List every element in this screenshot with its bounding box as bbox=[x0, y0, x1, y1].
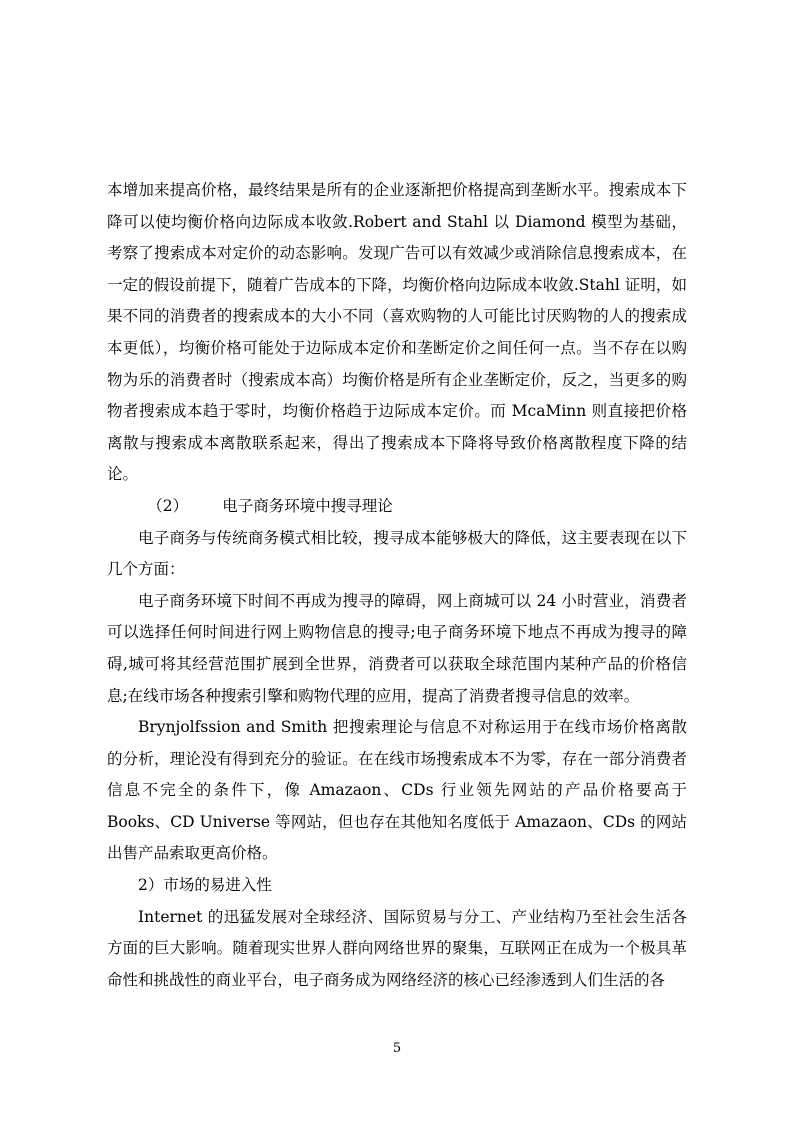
heading-text: 市场的易进入性 bbox=[163, 876, 272, 895]
paragraph: 电子商务环境下时间不再成为搜寻的障碍，网上商城可以 24 小时营业，消费者可以选择任何时间进行网上购物信息的搜寻;电子商务环境下地点不再成为搜寻的障碍,城可将其经营范围扩展到全世界，消费者可以获取全球范围内某种产品的价格信息;在线市场各种搜索引擎和购物代理的应用，提高了消费者搜寻信息的效率。 bbox=[107, 591, 687, 705]
heading-number: 2） bbox=[138, 876, 164, 895]
paragraph: Brynjolfssion and Smith 把搜索理论与信息不对称运用于在线市场价格离散的分析，理论没有得到充分的验证。在在线市场搜索成本不为零，存在一部分消费者信息不完全的条件下，像 Amazaon、CDs 行业领先网站的产品价格要高于 Books、CD Universe 等网站，但也存在其他知名度低于 Amazaon、CDs 的网站出售产品索取更高价格。 bbox=[107, 718, 687, 863]
subsection-heading bbox=[107, 870, 687, 902]
page-number: 5 bbox=[392, 1041, 402, 1056]
paragraph: 电子商务与传统商务模式相比较，搜寻成本能够极大的降低，这主要表现在以下几个方面： bbox=[107, 528, 687, 579]
body-text bbox=[107, 175, 687, 996]
heading-number: （2） bbox=[147, 496, 189, 515]
paragraph: 本增加来提高价格，最终结果是所有的企业逐渐把价格提高到垄断水平。搜索成本下降可以使均衡价格向边际成本收敛.Robert and Stahl 以 Diamond 模型为基础，考察了搜索成本对定价的动态影响。发现广告可以有效减少或消除信息搜索成本，在一定的假设前提下，随着广告成本的下降，均衡价格向边际成本收敛.Stahl 证明，如果不同的消费者的搜索成本的大小不同（喜欢购物的人可能比讨厌购物的人的搜索成本更低），均衡价格可能处于边际成本定价和垄断定价之间任何一点。当不存在以购物为乐的消费者时（搜索成本高）均衡价格是所有企业垄断定价，反之，当更多的购物者搜索成本趋于零时，均衡价格趋于边际成本定价。而 McaMinn 则直接把价格离散与搜索成本离散联系起来，得出了搜索成本下降将导致价格离散程度下降的结论。 bbox=[107, 181, 687, 484]
paragraph: Internet 的迅猛发展对全球经济、国际贸易与分工、产业结构乃至社会生活各方面的巨大影响。随着现实世界人群向网络世界的聚集，互联网正在成为一个极具革命性和挑战性的商业平台，电子商务成为网络经济的核心已经渗透到人们生活的各 bbox=[107, 907, 687, 989]
section-heading bbox=[107, 491, 687, 523]
heading-text: 电子商务环境中搜寻理论 bbox=[222, 496, 393, 515]
